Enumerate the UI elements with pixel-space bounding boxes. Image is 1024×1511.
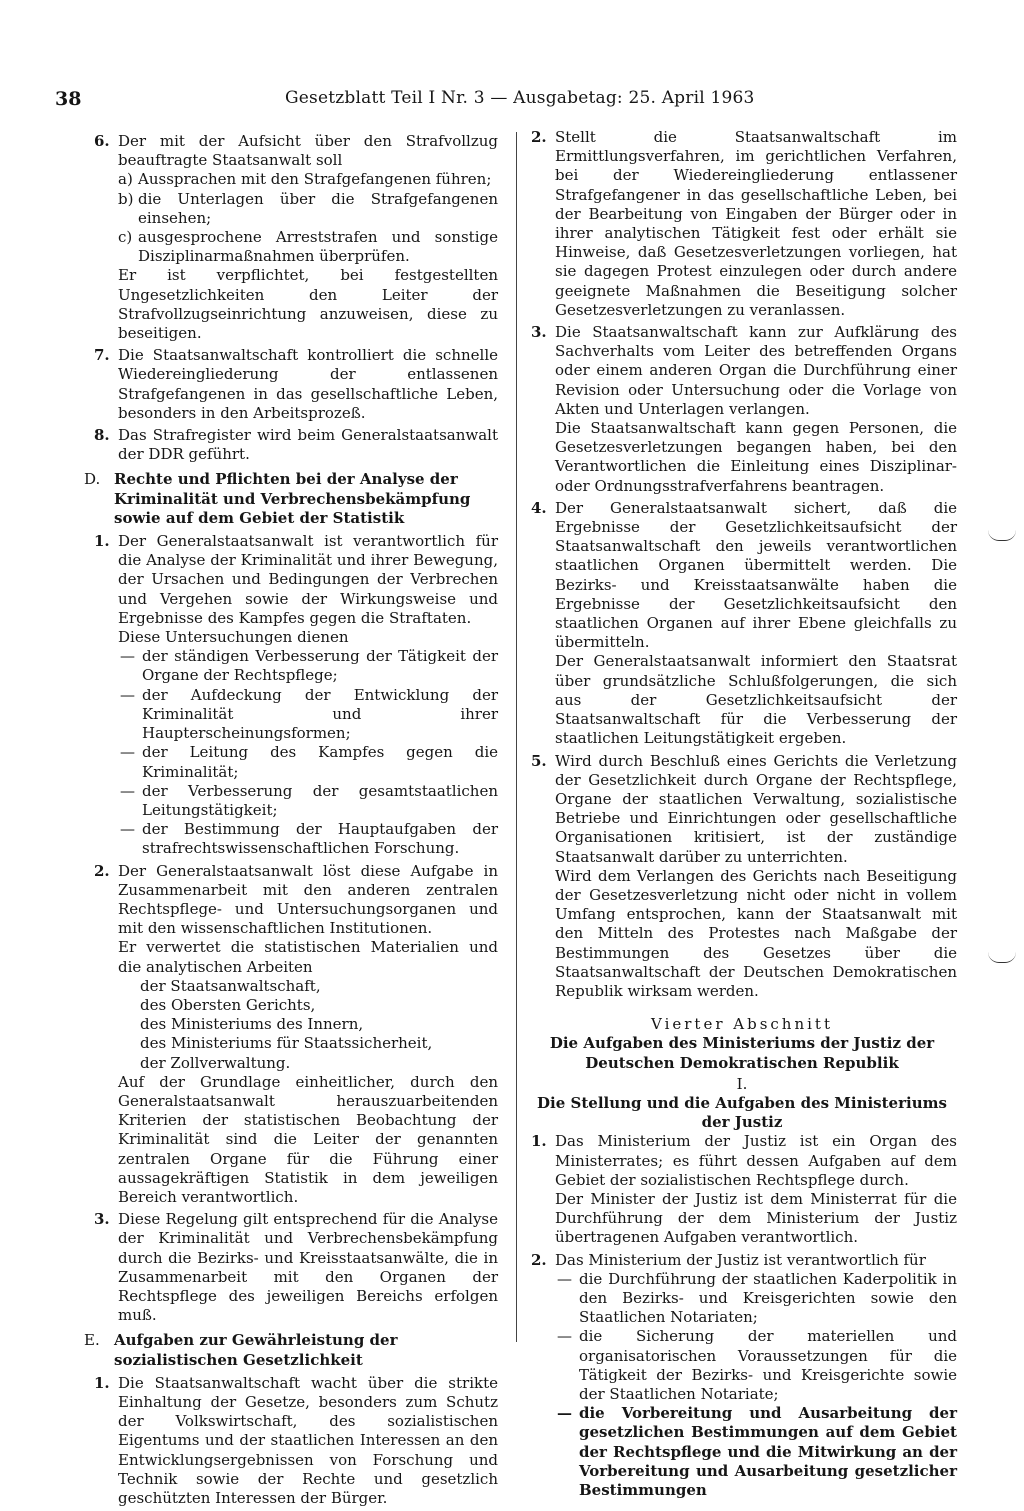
dash-item: — der Leitung des Kampfes gegen die Kriminalität; <box>120 743 498 781</box>
item-number: 1. <box>94 532 110 551</box>
paragraph-e3 <box>527 323 957 496</box>
sub-label: c) <box>118 228 133 247</box>
sub-label: b) <box>118 189 134 208</box>
section-label: E. <box>84 1331 100 1350</box>
dash-item: — die Sicherung der materiellen und organisatorischen Voraussetzungen für die Tätigkeit der Bezirks- und Kreisgerichte sowie der Staatlichen Notariate; <box>557 1327 957 1403</box>
paragraph-e5 <box>527 752 957 1002</box>
dash-item: — die Durchführung der staatlichen Kaderpolitik in den Bezirks- und Kreisgerichten sowie den Staatlichen Notariaten; <box>557 1269 957 1327</box>
paragraph-text: Der mit der Aufsicht über den Strafvollzug beauftragte Staatsanwalt soll <box>118 132 498 170</box>
section-title: Aufgaben zur Gewährleistung der sozialistischen Gesetzlichkeit <box>114 1331 398 1369</box>
dash-text: der Verbesserung der gesamtstaatlichen Leitungstätigkeit; <box>142 781 498 819</box>
chapter-subtitle: Die Stellung und die Aufgaben des Ministeriums der Justiz <box>537 1093 947 1132</box>
sub-label: a) <box>118 170 133 189</box>
paragraph-e2 <box>527 128 957 320</box>
right-column <box>527 128 957 1503</box>
gazette-title: Gesetzblatt Teil I Nr. 3 — Ausgabetag: 25. April 1963 <box>285 88 755 108</box>
dash-item: — der Aufdeckung der Entwicklung der Kriminalität und ihrer Haupterscheinungsformen; <box>120 685 498 743</box>
dash-item: — der ständigen Verbesserung der Tätigkeit der Organe der Rechtspflege; <box>120 647 498 685</box>
paragraph-m2 <box>527 1251 957 1501</box>
organ-name: des Obersten Gerichts, <box>140 995 316 1014</box>
dash-item: — der Bestimmung der Hauptaufgaben der strafrechtswissenschaftlichen Forschung. <box>120 820 498 858</box>
paragraph-7 <box>90 346 498 423</box>
dash-item: — die Vorbereitung und Ausarbeitung der gesetzlichen Bestimmungen auf dem Gebiet der Rechtspflege und die Mitwirkung an der Vorbereitung und Ausarbeitung gesetzlicher Bestimmungen <box>557 1404 957 1500</box>
item-number: 2. <box>94 861 110 880</box>
paragraph-text: Der Generalstaatsanwalt ist verantwortlich für die Analyse der Kriminalität und ihrer Bewegung, der Ursachen und Bedingungen der Verbrechen und Vergehen sowie der Wirkungsweise und Ergebnisse des Kampfes gegen die Straftaten. <box>118 532 498 627</box>
paragraph-text: Stellt die Staatsanwaltschaft im Ermittlungsverfahren, im gerichtlichen Verfahren, bei der Wiedereingliederung entlassener Strafgefangener in das gesellschaftliche Leben, bei der Bearbeitung von Eingaben der Bürger oder in ihrer analytischen Tätigkeit fest oder erhält sie Hinweise, daß Gesetzesverletzungen vorliegen, hat sie dagegen Protest einzulegen oder durch andere geeignete Maßnahmen die Beseitigung solcher Gesetzesverletzungen zu veranlassen. <box>555 128 957 319</box>
section-title: Rechte und Pflichten bei der Analyse der Kriminalität und Verbrechensbekämpfung sowie auf dem Gebiet der Statistik <box>114 470 471 527</box>
item-number: 3. <box>531 323 547 342</box>
paragraph-8 <box>90 426 498 464</box>
item-number: 2. <box>531 1250 547 1269</box>
paragraph-text: Der Generalstaatsanwalt informiert den Staatsrat über grundsätzliche Schlußfolgerungen, die sich aus der Gesetzlichkeitsaufsicht der Staatsanwaltschaft für die Verbesserung der staatlichen Leitungstätigkeit ergeben. <box>555 652 957 748</box>
paragraph-e1 <box>90 1374 498 1508</box>
paragraph-text: Der Minister der Justiz ist dem Ministerrat für die Durchführung der dem Ministerium der Justiz übertragenen Aufgaben verantwortlich. <box>555 1189 957 1247</box>
page-header <box>55 88 955 118</box>
paragraph-text: Die Staatsanwaltschaft kann zur Aufklärung des Sachverhalts vom Leiter des betreffenden Organs oder einem anderen Organ die Durchführung einer Revision oder Untersuchung oder die Vorlage von Akten und Unterlagen verlangen. <box>555 323 957 418</box>
paragraph-text: Die Staatsanwaltschaft kann gegen Personen, die Gesetzesverletzungen begangen haben, bei den Verantwortlichen die Einleitung eines Disziplinar- oder Ordnungsstrafverfahrens beantragen. <box>555 419 957 495</box>
paragraph-text: Die Staatsanwaltschaft wacht über die strikte Einhaltung der Gesetze, besonders zum Schutz der Volkswirtschaft, des sozialistischen Eigentums und der staatlichen Interessen an den Entwicklungsergebnissen von Forschung und Technik sowie der Rechte und gesetzlich geschützten Interessen der Bürger. <box>118 1373 498 1508</box>
paragraph-d2 <box>90 862 498 1208</box>
paragraph-text: Er ist verpflichtet, bei festgestellten Ungesetzlichkeiten den Leiter der Strafvollzugseinrichtung anzuweisen, diese zu beseitigen. <box>118 266 498 343</box>
paragraph-text: Das Ministerium der Justiz ist ein Organ des Ministerrates; es führt dessen Aufgaben auf dem Gebiet der sozialistischen Rechtspflege durch. <box>555 1132 957 1189</box>
column-divider <box>516 132 517 1342</box>
dash-text: die Vorbereitung und Ausarbeitung der gesetzlichen Bestimmungen auf dem Gebiet der Rechtspflege und die Mitwirkung an der Vorbereitung und Ausarbeitung gesetzlicher Bestimmungen <box>579 1404 957 1500</box>
sub-item-a <box>118 170 498 189</box>
organ-name: der Zollverwaltung. <box>140 1053 291 1072</box>
chapter-label: Vierter Abschnitt <box>651 1015 833 1034</box>
item-number: 7. <box>94 346 110 365</box>
sub-text: ausgesprochene Arreststrafen und sonstige Disziplinarmaßnahmen überprüfen. <box>138 228 498 266</box>
item-number: 3. <box>94 1210 110 1229</box>
paragraph-text: Wird dem Verlangen des Gerichts nach Beseitigung der Gesetzesverletzung nicht oder nicht in vollem Umfang entsprochen, kann der Staatsanwalt mit den Mitteln des Protestes nach Maßgabe der Bestimmungen des Gesetzes über die Staatsanwaltschaft der Deutschen Demokratischen Republik wirksam werden. <box>555 866 957 1000</box>
organ-name: der Staatsanwaltschaft, <box>140 976 321 995</box>
sub-text: Aussprachen mit den Strafgefangenen führen; <box>138 170 492 189</box>
paragraph-text: Er verwertet die statistischen Materialien und die analytischen Arbeiten <box>118 938 498 976</box>
paragraph-m1 <box>527 1132 957 1247</box>
margin-mark <box>988 530 1016 541</box>
organ-name: des Ministeriums des Innern, <box>140 1015 364 1034</box>
margin-mark <box>988 952 1016 963</box>
item-number: 5. <box>531 751 547 770</box>
item-number: 8. <box>94 426 110 445</box>
chapter-title: Die Aufgaben des Ministeriums der Justiz der Deutschen Demokratischen Republik <box>549 1034 935 1072</box>
section-label: D. <box>84 470 101 489</box>
paragraph-text: Auf der Grundlage einheitlicher, durch den Generalstaatsanwalt herauszuarbeitenden Kriterien der statistischen Beobachtung der Kriminalität sind die Leiter der genannten zentralen Organe für die Führung einer aussagekräftigen Statistik in dem jeweiligen Bereich verantwortlich. <box>118 1072 498 1206</box>
dash-text: der Aufdeckung der Entwicklung der Kriminalität und ihrer Haupterscheinungsformen; <box>142 685 498 743</box>
chapter-roman-numeral: I. <box>736 1074 748 1093</box>
paragraph-text: Diese Untersuchungen dienen <box>118 628 349 647</box>
page-number: 38 <box>55 88 82 110</box>
item-number: 4. <box>531 498 547 517</box>
paragraph-text: Die Staatsanwaltschaft kontrolliert die schnelle Wiedereingliederung der entlassenen Strafgefangenen in das gesellschaftliche Leben, besonders in den Arbeitsprozeß. <box>118 346 498 422</box>
organ-list <box>118 977 498 1073</box>
section-heading-d <box>84 470 498 528</box>
paragraph-text: Das Strafregister wird beim Generalstaatsanwalt der DDR geführt. <box>118 426 498 464</box>
paragraph-text: Diese Regelung gilt entsprechend für die Analyse der Kriminalität und Verbrechensbekämpfung durch die Bezirks- und Kreisstaatsanwälte, die in Zusammenarbeit mit den Organen der Rechtspflege des jeweiligen Bereichs erfolgen muß. <box>118 1210 498 1325</box>
section-heading-e <box>84 1331 498 1369</box>
dash-text: der Leitung des Kampfes gegen die Kriminalität; <box>142 743 498 781</box>
organ-name: des Ministeriums für Staatssicherheit, <box>140 1034 433 1053</box>
item-number: 1. <box>531 1132 547 1151</box>
dash-text: der Bestimmung der Hauptaufgaben der strafrechtswissenschaftlichen Forschung. <box>142 820 498 858</box>
item-number: 2. <box>531 128 547 146</box>
dash-item: — der Verbesserung der gesamtstaatlichen Leitungstätigkeit; <box>120 781 498 819</box>
item-number: 1. <box>94 1373 110 1392</box>
dash-text: die Durchführung der staatlichen Kaderpolitik in den Bezirks- und Kreisgerichten sowie den Staatlichen Notariaten; <box>579 1269 957 1327</box>
item-number: 6. <box>94 132 110 150</box>
dash-text: der ständigen Verbesserung der Tätigkeit der Organe der Rechtspflege; <box>142 647 498 685</box>
paragraph-6 <box>90 132 498 343</box>
paragraph-e4 <box>527 499 957 749</box>
paragraph-text: Der Generalstaatsanwalt sichert, daß die Ergebnisse der Gesetzlichkeitsaufsicht der Staatsanwaltschaft den jeweils verantwortlichen staatlichen Organen übermittelt werden. Die Bezirks- und Kreisstaatsanwälte haben die Ergebnisse der Gesetzlichkeitsaufsicht den staatlichen Organen auf ihrer Ebene gleichfalls zu übermitteln. <box>555 498 957 652</box>
paragraph-text: Der Generalstaatsanwalt löst diese Aufgabe in Zusammenarbeit mit den anderen zentralen Rechtspflege- und Untersuchungsorganen und mit den wissenschaftlichen Institutionen. <box>118 861 498 938</box>
sub-item-b <box>118 190 498 228</box>
paragraph-text: Wird durch Beschluß eines Gerichts die Verletzung der Gesetzlichkeit durch Organe der Rechtspflege, Organe der staatlichen Verwaltung, sozialistische Betriebe und Einrichtungen oder gesellschaftliche Organisationen kritisiert, ist der zuständige Staatsanwalt darüber zu unterrichten. <box>555 751 957 866</box>
dash-text: die Sicherung der materiellen und organisatorischen Voraussetzungen für die Tätigkeit der Bezirks- und Kreisgerichte sowie der Staatlichen Notariate; <box>579 1327 957 1403</box>
sub-item-c <box>118 228 498 266</box>
paragraph-d3 <box>90 1210 498 1325</box>
sub-text: die Unterlagen über die Strafgefangenen einsehen; <box>138 189 498 227</box>
left-column <box>84 132 498 1511</box>
paragraph-d1 <box>90 532 498 858</box>
paragraph-text: Das Ministerium der Justiz ist verantwortlich für <box>555 1250 926 1269</box>
